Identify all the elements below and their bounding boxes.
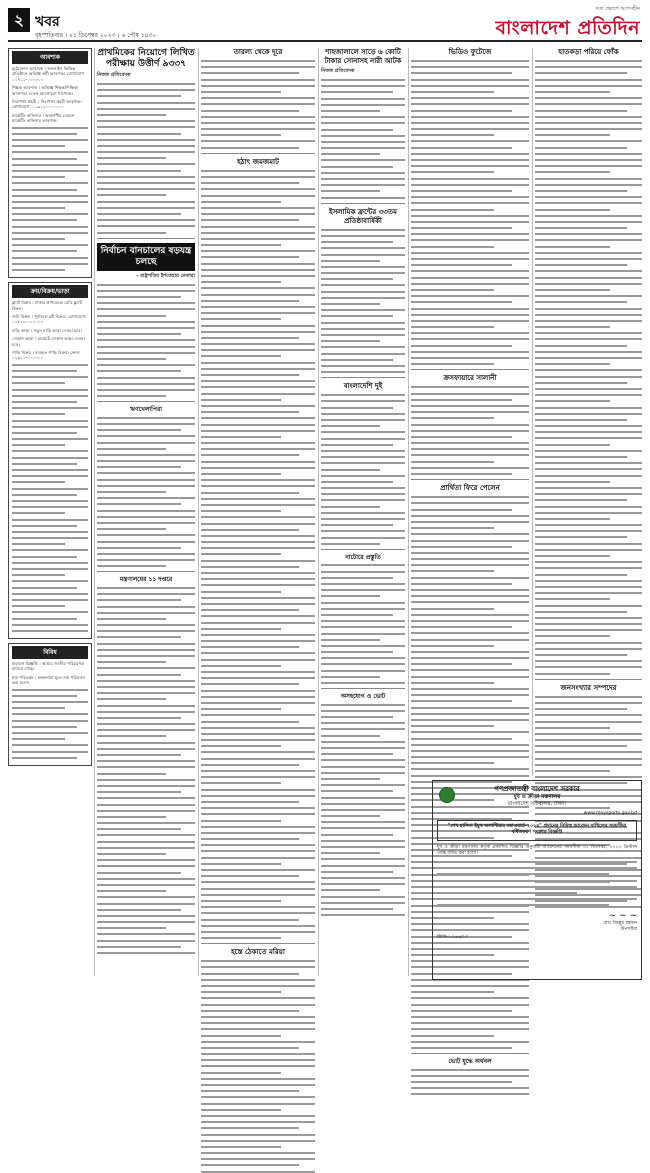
classified-item: নাম পরিবর্তন । হলফনামা মূলে নাম পরিবর্তন করা হলো। [12, 674, 85, 686]
article-body [201, 60, 315, 149]
column-6 [535, 48, 642, 776]
headline-gold-seized[interactable]: শাহজালালে সাড়ে ৬ কোটি টাকার সোনাসহ নারী আটক [324, 48, 402, 65]
article-body [321, 394, 405, 545]
headline-liquidity[interactable]: তারল্য থেকে দূরে [233, 48, 283, 56]
rule [321, 688, 405, 689]
notice-ministry: যুব ও ক্রীড়া মন্ত্রণালয় [513, 794, 561, 800]
newspaper-logo[interactable] [495, 6, 640, 46]
headline-ministry[interactable]: মন্ত্রণালয়ের ১১ দপ্তরে [119, 576, 173, 584]
classified-item: বাড়ি ভাড়া । নতুন বাড়ি ভাড়া দেওয়া হবে। [12, 327, 82, 333]
headline-natore[interactable]: নাটোরে প্রস্তুতি [345, 553, 381, 561]
text-lines [12, 689, 88, 759]
column-rule [532, 48, 533, 776]
rule [411, 479, 529, 480]
classified-item: হারানো বিজ্ঞপ্তি । আমার জাতীয় পরিচয়পত্র হারিয়ে গেছে। [12, 661, 85, 672]
headline-defaulters[interactable]: ঋণখেলাপিরা [130, 406, 162, 414]
rule [535, 679, 642, 680]
classified-item: মুঠোফোন আবশ্যক । অনলাইন ভিত্তিক প্রতিষ্ঠানে অভিজ্ঞ কর্মী আবশ্যক। যোগাযোগ ০১৭১১-০০০০০০ [12, 66, 84, 82]
text-lines [12, 127, 88, 271]
headline-desperate[interactable]: হস্তে ঠেকাতে মরিয়া [231, 948, 285, 957]
column-3 [201, 48, 315, 976]
rule [201, 153, 315, 154]
classified-heading: আবশ্যক [12, 51, 88, 64]
date-line: বৃহস্পতিবার । ২১ ডিসেম্বর ২০২৩ । ৬ পৌষ ১৪৩০ [35, 32, 157, 39]
page-number: ২ [8, 8, 30, 32]
logo-text: বাংলাদেশ প্রতিদিন [495, 17, 640, 39]
headline-primary-recruitment[interactable]: প্রাথমিকের নিয়োগে লিখিত পরীক্ষায় উত্তীর্ণ ৯৩৩৭ [97, 48, 195, 69]
rule [97, 238, 195, 239]
signature-name: মোঃ জিল্লুর রহমান [603, 920, 637, 926]
column-rule [198, 48, 199, 976]
article-body [97, 417, 195, 568]
headline-sudden-busy[interactable]: হঠাৎ জমজমাট [237, 157, 279, 166]
headline-islamic-front[interactable]: ইসলামিক ফ্রন্টের ৩৩তম প্রতিষ্ঠাবার্ষিকী [329, 207, 397, 225]
rule [321, 549, 405, 550]
masthead [8, 6, 642, 42]
signature: ~ ~ ~ [608, 910, 637, 921]
classified-box-sale [8, 282, 92, 639]
byline: নিজস্ব প্রতিবেদক [321, 68, 355, 74]
column-rule [318, 48, 319, 976]
classified-item: নিরাপত্তা প্রহরী । নিরাপত্তা প্রহরী আবশ্যক। যোগাযোগ: ০১৯১১-০০০০০০ [12, 99, 82, 110]
article-body [411, 60, 529, 365]
article-body [201, 170, 315, 939]
article-body [535, 60, 642, 675]
column-2 [97, 48, 195, 976]
article-body [97, 284, 195, 397]
headline-bangladeshi-two[interactable]: বাংলাদেশি দুই [343, 382, 383, 391]
classified-heading: বিবিধ [12, 646, 88, 659]
classified-item: মার্কেটিং অফিসার । আকর্ষণীয় বেতনে মার্কেটিং অফিসার আবশ্যক। [12, 112, 75, 124]
rule [411, 369, 529, 370]
article-body [97, 83, 195, 234]
notice-highlight: "শেখ হাসিনা ইয়ুথ ভলান্টিয়ার অ্যাওয়ার্ড-২০২৪" প্রদানের নিমিত্ত আবেদন দাখিলের সময়সীমা বর্ধিতকরণ সংক্রান্ত বিজ্ঞপ্তি [437, 820, 637, 841]
headline-handcuffed[interactable]: হাতকড়া পরিয়ে ফোঁক [558, 48, 619, 56]
notice-address: বাংলাদেশ সচিবালয়, ঢাকা। [507, 801, 567, 807]
notice-code: জিডি-১০৬৬/২৩ [437, 934, 469, 940]
headline-candidacy-restored[interactable]: প্রার্থিতা ফিরে পেলেন [440, 484, 500, 493]
rule [321, 377, 405, 378]
column-rule [408, 48, 409, 976]
article-body [411, 1069, 529, 1096]
notice-website[interactable]: www.moysports.gov.bd [583, 811, 637, 816]
classified-heading: ক্রয়/বিক্রয়/ভাড়া [12, 285, 88, 298]
classified-item: শিক্ষক আবশ্যক । অভিজ্ঞ শিক্ষক/শিক্ষিকা আবশ্যক। বেতন আলোচনা সাপেক্ষে। [12, 85, 79, 96]
classified-box-misc [8, 643, 92, 766]
headline-noncooperation[interactable]: অসহযোগ ও ভোট [340, 693, 386, 701]
rule [97, 401, 195, 402]
classified-item: গাড়ি বিক্রয় । ব্যবহৃত গাড়ি বিক্রয়। ফোন: ০১৬১১-০০০০০০ [12, 350, 81, 361]
headline-sub: - রাষ্ট্রপতির ইশতেহার নেতারা [136, 272, 195, 279]
headline-election-conspiracy[interactable]: নির্বাচন বানচালের ষড়যন্ত্র চলছে [97, 243, 195, 271]
section-title: খবর [35, 14, 60, 30]
notice-text-lines [437, 861, 637, 906]
classified-box-wanted [8, 48, 92, 278]
govt-emblem-icon [439, 787, 455, 803]
logo-tagline: সত্য প্রকাশে আপসহীন [595, 6, 640, 12]
byline: নিজস্ব প্রতিবেদক [97, 72, 131, 78]
headline-crossfire[interactable]: ক্রসফায়ারে সালানী [443, 374, 497, 383]
govt-notice [432, 780, 642, 980]
article-body [321, 704, 405, 916]
column-4 [321, 48, 405, 976]
headline-video-footage[interactable]: ভিডিও ফুটেজে [448, 48, 492, 56]
text-lines [12, 364, 88, 632]
classified-item: দোকান ভাড়া । মার্কেটে দোকান ভাড়া দেওয়া হবে। [12, 336, 85, 347]
article-body [411, 386, 529, 475]
headline-population-asset[interactable]: জনসংখ্যার সম্পদের [560, 683, 617, 692]
rule [201, 943, 315, 944]
classifieds-column [8, 48, 92, 976]
signature-title: উপসচিব [620, 926, 637, 932]
headline-money-power[interactable]: ভোট যুদ্ধে অর্থবল [448, 1058, 492, 1066]
rule [411, 1053, 529, 1054]
article-body [321, 79, 405, 199]
article-body [97, 587, 195, 954]
notice-body: যুব ও ক্রীড়া মন্ত্রণালয় কর্তৃক প্রকাশিত বিজ্ঞপ্তি অনুযায়ী আবেদনের সময়সীমা ৩১ ডিসেম্বর, ২০২৩ খ্রিস্টাব্দ পর্যন্ত বর্ধিত করা হলো। [437, 844, 637, 856]
rule [321, 203, 405, 204]
article-body [201, 960, 315, 1172]
column-rule [94, 48, 95, 976]
article-body [321, 229, 405, 373]
article-body [321, 564, 405, 684]
classified-item: ফ্ল্যাট বিক্রয় । ঢাকার প্রাণকেন্দ্রে রেডি ফ্ল্যাট বিক্রয়। [12, 300, 82, 311]
notice-govt: গণপ্রজাতন্ত্রী বাংলাদেশ সরকার [494, 785, 580, 793]
rule [97, 571, 195, 572]
classified-item: জমি বিক্রয় । পূর্বাচলে প্লট বিক্রয়। যোগাযোগ: ০১৮১১-০০০০০০ [12, 313, 87, 325]
